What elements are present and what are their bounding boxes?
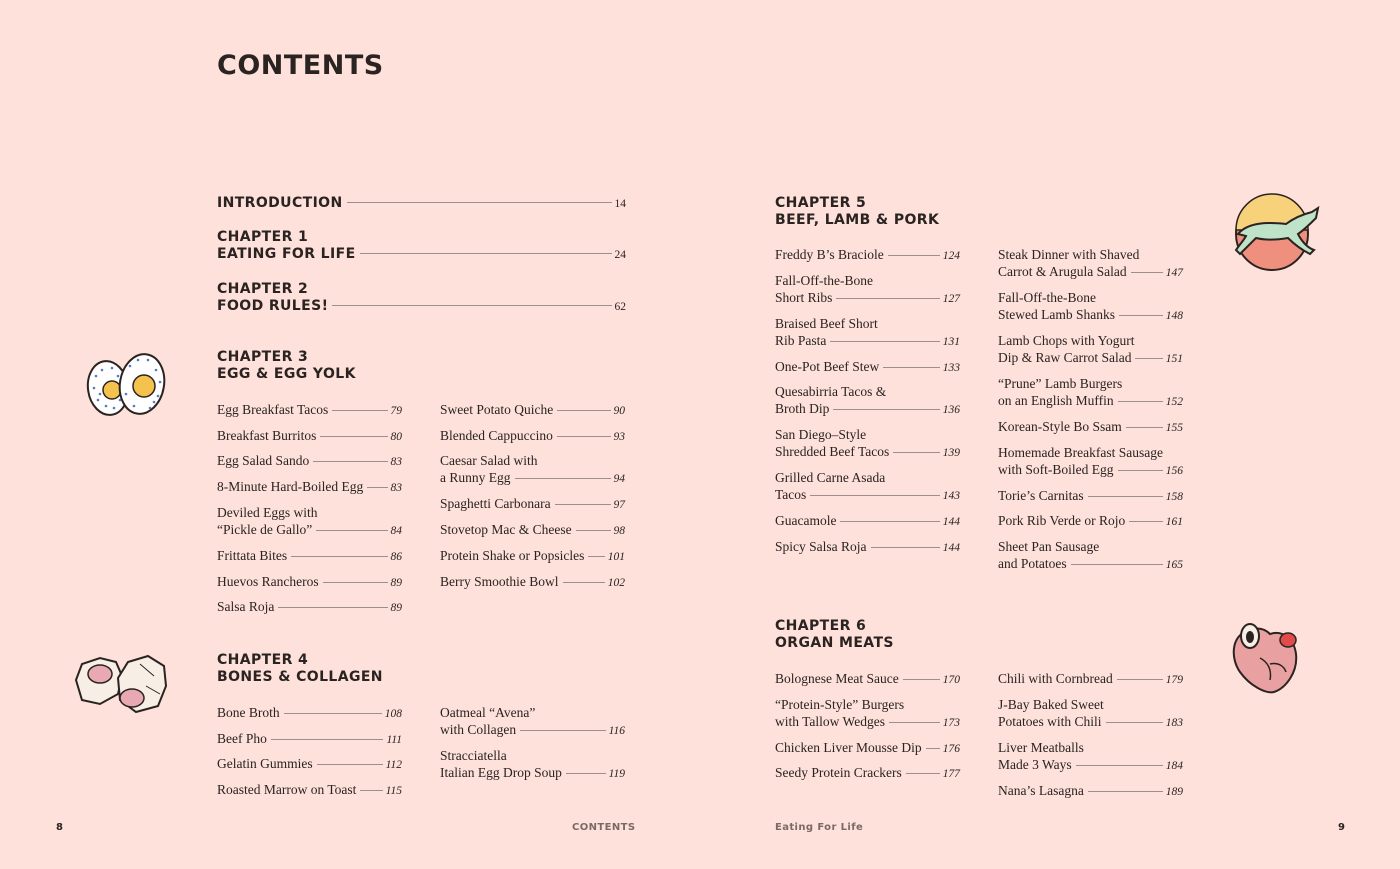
recipe-entry[interactable]	[998, 444, 1183, 480]
page-number: 86	[390, 550, 402, 563]
recipe-entry[interactable]	[775, 272, 960, 308]
recipe-entry[interactable]	[998, 289, 1183, 325]
page-number: 127	[942, 292, 960, 305]
page-number: 79	[390, 405, 402, 417]
page-number: 112	[385, 759, 402, 772]
chapter-number: CHAPTER 6	[775, 618, 867, 634]
recipe-entry[interactable]	[217, 547, 402, 566]
heart-organ-icon	[1226, 618, 1302, 698]
recipe-entry[interactable]	[217, 452, 402, 471]
page-number: 173	[942, 716, 960, 729]
dot-leader	[836, 298, 939, 299]
dot-leader	[1088, 791, 1163, 792]
dot-leader	[367, 487, 387, 488]
recipe-title: Stovetop Mac & Cheese	[440, 522, 572, 538]
recipe-title: Stewed Lamb Shanks	[998, 307, 1115, 322]
dot-leader	[883, 367, 940, 368]
page-number: 176	[942, 742, 960, 755]
recipe-entry[interactable]	[775, 246, 960, 265]
dot-leader	[1118, 470, 1163, 471]
dot-leader	[1131, 272, 1163, 273]
recipe-entry[interactable]	[775, 739, 960, 758]
recipe-title-line-1: San Diego–Style	[775, 427, 867, 443]
running-lamb-icon	[1228, 192, 1324, 274]
dot-leader	[888, 255, 940, 256]
page-number: 89	[390, 602, 402, 615]
dot-leader	[1106, 722, 1163, 723]
recipe-title-line-1: J-Bay Baked Sweet	[998, 696, 1104, 712]
page-number: 139	[942, 447, 960, 460]
recipe-entry[interactable]	[775, 764, 960, 783]
chapter-number: CHAPTER 5	[775, 195, 867, 211]
recipe-title: “Pickle de Gallo”	[217, 521, 313, 537]
dot-leader	[840, 521, 939, 522]
recipe-title: Korean-Style Bo Ssam	[998, 419, 1122, 434]
right-running-title: Eating For Life	[775, 822, 864, 833]
recipe-title: Italian Egg Drop Soup	[440, 765, 562, 780]
chapter-name: FOOD RULES!	[217, 298, 329, 314]
chapter-number: CHAPTER 3	[217, 349, 309, 365]
page-number: 90	[613, 405, 625, 417]
chapter-name: EATING FOR LIFE	[217, 246, 356, 262]
chapter-3-heading	[217, 349, 356, 383]
eggs-icon	[82, 348, 174, 422]
recipe-title-line-1: Fall-Off-the-Bone	[998, 290, 1096, 305]
recipe-title: Gelatin Gummies	[217, 756, 313, 772]
recipe-entry[interactable]	[998, 375, 1183, 411]
page-number: 147	[1165, 267, 1183, 279]
page-number: 62	[614, 301, 626, 313]
recipe-title: Roasted Marrow on Toast	[217, 782, 357, 798]
recipe-title: Made 3 Ways	[998, 756, 1072, 772]
dot-leader	[271, 739, 384, 740]
dot-leader	[1118, 401, 1163, 402]
recipe-entry[interactable]	[998, 739, 1183, 775]
recipe-title: Bolognese Meat Sauce	[775, 671, 899, 686]
recipe-entry[interactable]	[440, 401, 625, 420]
page-number: 24	[614, 249, 626, 261]
recipe-entry[interactable]	[775, 696, 960, 732]
recipe-title: Freddy B’s Braciole	[775, 247, 884, 262]
recipe-entry[interactable]	[998, 696, 1183, 732]
dot-leader	[903, 679, 940, 680]
recipe-title-line-1: Braised Beef Short	[775, 315, 878, 331]
recipe-entry[interactable]	[775, 426, 960, 462]
recipe-title-line-1: Oatmeal “Avena”	[440, 705, 536, 720]
dot-leader	[830, 341, 939, 342]
chapter-6-heading	[775, 618, 894, 652]
page-number: 14	[614, 198, 626, 210]
dot-leader	[1119, 315, 1163, 316]
dot-leader	[557, 410, 610, 411]
recipe-title: Salsa Roja	[217, 599, 275, 615]
recipe-entry[interactable]	[998, 418, 1183, 437]
recipe-title: Spicy Salsa Roja	[775, 539, 867, 555]
dot-leader	[332, 410, 387, 411]
page-number: 133	[942, 361, 960, 374]
recipe-title-line-1: Fall-Off-the-Bone	[775, 272, 873, 288]
page-number: 143	[942, 490, 960, 503]
page-number: 89	[390, 576, 402, 589]
recipe-entry[interactable]	[775, 538, 960, 557]
chapter-number: CHAPTER 4	[217, 652, 309, 668]
page-number: 119	[608, 768, 625, 780]
page-number: 179	[1165, 674, 1183, 686]
recipe-entry[interactable]	[440, 704, 625, 740]
recipe-title-line-1: “Prune” Lamb Burgers	[998, 376, 1123, 391]
recipe-title: Dip & Raw Carrot Salad	[998, 350, 1132, 365]
dot-leader	[833, 409, 939, 410]
dot-leader	[284, 713, 382, 714]
recipe-entry[interactable]	[217, 781, 402, 800]
recipe-entry[interactable]	[217, 755, 402, 774]
page-number: 161	[1165, 516, 1183, 529]
dot-leader	[515, 478, 611, 479]
recipe-entry[interactable]	[998, 782, 1183, 801]
recipe-entry[interactable]	[775, 315, 960, 351]
dot-leader	[520, 730, 605, 731]
recipe-title: Broth Dip	[775, 401, 830, 417]
dot-leader	[1076, 765, 1163, 766]
page-number: 93	[613, 430, 625, 443]
recipe-entry[interactable]	[998, 246, 1183, 282]
page-number: 108	[384, 708, 402, 720]
page-number: 98	[613, 525, 625, 538]
chapter-number: CHAPTER 2	[217, 281, 309, 297]
recipe-title-line-1: Stracciatella	[440, 748, 507, 763]
chapter-name: EGG & EGG YOLK	[217, 366, 356, 382]
marrow-bones-icon	[70, 650, 170, 718]
recipe-title: Rib Pasta	[775, 332, 827, 348]
recipe-entry[interactable]	[998, 487, 1183, 506]
right-page-number: 9	[1338, 822, 1346, 833]
dot-leader	[557, 436, 611, 437]
page-number: 184	[1165, 759, 1183, 772]
page-title: CONTENTS	[217, 50, 384, 81]
dot-leader	[906, 773, 940, 774]
page-number: 111	[386, 733, 402, 746]
dot-leader	[893, 452, 939, 453]
dot-leader	[871, 547, 940, 548]
recipe-title: Protein Shake or Popsicles	[440, 547, 585, 563]
page-number: 102	[607, 576, 625, 589]
recipe-entry[interactable]	[998, 538, 1183, 574]
recipe-title: Sweet Potato Quiche	[440, 402, 554, 417]
recipe-title: and Potatoes	[998, 556, 1067, 572]
page-number: 183	[1165, 716, 1183, 729]
page-number: 115	[385, 785, 402, 798]
recipe-title: Nana’s Lasagna	[998, 782, 1084, 798]
toc-chapter-2[interactable]	[217, 281, 626, 316]
recipe-entry[interactable]	[440, 521, 625, 540]
recipe-title: Frittata Bites	[217, 547, 288, 563]
recipe-title: Blended Cappuccino	[440, 427, 553, 443]
recipe-title: Torie’s Carnitas	[998, 487, 1084, 503]
page-number: 189	[1165, 785, 1183, 798]
dot-leader	[563, 582, 605, 583]
recipe-title: with Soft-Boiled Egg	[998, 461, 1114, 477]
recipe-title: on an English Muffin	[998, 393, 1114, 408]
page-number: 158	[1165, 490, 1183, 503]
recipe-title-line-1: Sheet Pan Sausage	[998, 539, 1100, 555]
recipe-title-line-1: “Protein-Style” Burgers	[775, 696, 905, 712]
page-number: 136	[942, 404, 960, 417]
dot-leader	[291, 556, 387, 557]
recipe-title: Egg Salad Sando	[217, 453, 310, 469]
recipe-entry[interactable]	[775, 358, 960, 377]
page-number: 165	[1165, 559, 1183, 572]
dot-leader	[576, 530, 611, 531]
dot-leader	[1135, 358, 1162, 359]
dot-leader	[360, 790, 382, 791]
chapter-4-heading	[217, 652, 383, 686]
dot-leader	[555, 504, 611, 505]
recipe-title: Chili with Cornbread	[998, 671, 1113, 686]
dot-leader	[810, 495, 939, 496]
recipe-entry[interactable]	[217, 730, 402, 749]
dot-leader	[926, 748, 940, 749]
recipe-title: Tacos	[775, 487, 807, 503]
dot-leader	[1126, 427, 1163, 428]
recipe-title-line-1: Caesar Salad with	[440, 453, 538, 469]
recipe-entry[interactable]	[217, 478, 402, 497]
recipe-entry[interactable]	[440, 547, 625, 566]
page-number: 151	[1165, 353, 1183, 365]
dot-leader	[278, 607, 387, 608]
dot-leader	[1071, 564, 1163, 565]
recipe-title-line-1: Quesabirria Tacos &	[775, 384, 887, 400]
recipe-title-line-1: Lamb Chops with Yogurt	[998, 333, 1135, 348]
recipe-title: Egg Breakfast Tacos	[217, 402, 329, 417]
recipe-title-line-1: Steak Dinner with Shaved	[998, 247, 1140, 262]
recipe-entry[interactable]	[775, 670, 960, 689]
dot-leader	[1088, 496, 1163, 497]
left-running-title: CONTENTS	[572, 822, 636, 833]
chapter-5-heading	[775, 195, 939, 229]
recipe-entry[interactable]	[440, 427, 625, 446]
recipe-title: Beef Pho	[217, 730, 267, 746]
page-number: 116	[608, 725, 625, 737]
recipe-entry[interactable]	[217, 573, 402, 592]
recipe-entry[interactable]	[217, 504, 402, 540]
recipe-entry[interactable]	[217, 401, 402, 420]
page-number: 80	[390, 430, 402, 443]
recipe-title: Breakfast Burritos	[217, 427, 317, 443]
page-number: 84	[390, 524, 402, 537]
recipe-entry[interactable]	[998, 332, 1183, 368]
recipe-title: with Collagen	[440, 722, 517, 737]
recipe-title: Seedy Protein Crackers	[775, 765, 902, 781]
dot-leader	[323, 582, 388, 583]
page-number: 170	[942, 674, 960, 686]
page-number: 152	[1165, 396, 1183, 408]
recipe-title: Short Ribs	[775, 289, 833, 305]
page-number: 177	[942, 768, 960, 781]
page-number: 144	[942, 516, 960, 529]
recipe-title: Carrot & Arugula Salad	[998, 264, 1127, 279]
recipe-title: Chicken Liver Mousse Dip	[775, 739, 922, 755]
recipe-title: 8-Minute Hard-Boiled Egg	[217, 479, 364, 495]
recipe-title-line-1: Deviled Eggs with	[217, 504, 318, 520]
recipe-title: One-Pot Beef Stew	[775, 358, 880, 374]
recipe-entry[interactable]	[775, 469, 960, 505]
page-number: 101	[607, 550, 625, 563]
dot-leader	[566, 773, 606, 774]
recipe-title-line-1: Liver Meatballs	[998, 739, 1084, 755]
recipe-title: Shredded Beef Tacos	[775, 444, 890, 460]
page-number: 131	[942, 335, 960, 348]
recipe-entry[interactable]	[998, 512, 1183, 531]
chapter-name: ORGAN MEATS	[775, 635, 894, 651]
page-number: 97	[613, 499, 625, 512]
recipe-entry[interactable]	[440, 573, 625, 592]
recipe-title: Potatoes with Chili	[998, 713, 1102, 729]
chapter-name: BEEF, LAMB & PORK	[775, 212, 940, 228]
left-page-number: 8	[56, 822, 64, 833]
page-number: 83	[390, 482, 402, 495]
chapter-name: BONES & COLLAGEN	[217, 669, 383, 685]
recipe-title: Bone Broth	[217, 705, 280, 720]
recipe-title: a Runny Egg	[440, 470, 511, 486]
recipe-entry[interactable]	[440, 495, 625, 514]
dot-leader	[317, 764, 383, 765]
recipe-entry[interactable]	[217, 704, 402, 723]
dot-leader	[588, 556, 604, 557]
dot-leader	[889, 722, 940, 723]
page-number: 148	[1165, 310, 1183, 322]
recipe-title-line-1: Homemade Breakfast Sausage	[998, 444, 1163, 460]
page-number: 144	[942, 542, 960, 555]
chapter-number: CHAPTER 1	[217, 229, 309, 245]
recipe-entry[interactable]	[775, 512, 960, 531]
recipe-entry[interactable]	[440, 452, 625, 488]
recipe-entry[interactable]	[998, 670, 1183, 689]
recipe-title: with Tallow Wedges	[775, 713, 885, 729]
dot-leader	[316, 530, 387, 531]
recipe-title: Spaghetti Carbonara	[440, 496, 551, 512]
recipe-title-line-1: Grilled Carne Asada	[775, 470, 886, 486]
page-number: 124	[942, 250, 960, 262]
dot-leader	[313, 461, 387, 462]
introduction-label: INTRODUCTION	[217, 195, 343, 211]
recipe-title: Berry Smoothie Bowl	[440, 573, 559, 589]
page-number: 155	[1165, 422, 1183, 434]
toc-introduction[interactable]	[217, 195, 626, 213]
page-number: 94	[613, 473, 625, 486]
dot-leader	[1129, 521, 1163, 522]
recipe-title: Huevos Rancheros	[217, 573, 319, 589]
recipe-title: Pork Rib Verde or Rojo	[998, 513, 1126, 529]
recipe-entry[interactable]	[217, 427, 402, 446]
dot-leader	[1117, 679, 1163, 680]
toc-chapter-1[interactable]	[217, 229, 626, 264]
page-number: 156	[1165, 464, 1183, 477]
recipe-entry[interactable]	[440, 747, 625, 783]
recipe-entry[interactable]	[775, 383, 960, 419]
recipe-entry[interactable]	[217, 598, 402, 617]
page-number: 83	[390, 456, 402, 469]
dot-leader	[320, 436, 387, 437]
recipe-title: Guacamole	[775, 513, 837, 529]
